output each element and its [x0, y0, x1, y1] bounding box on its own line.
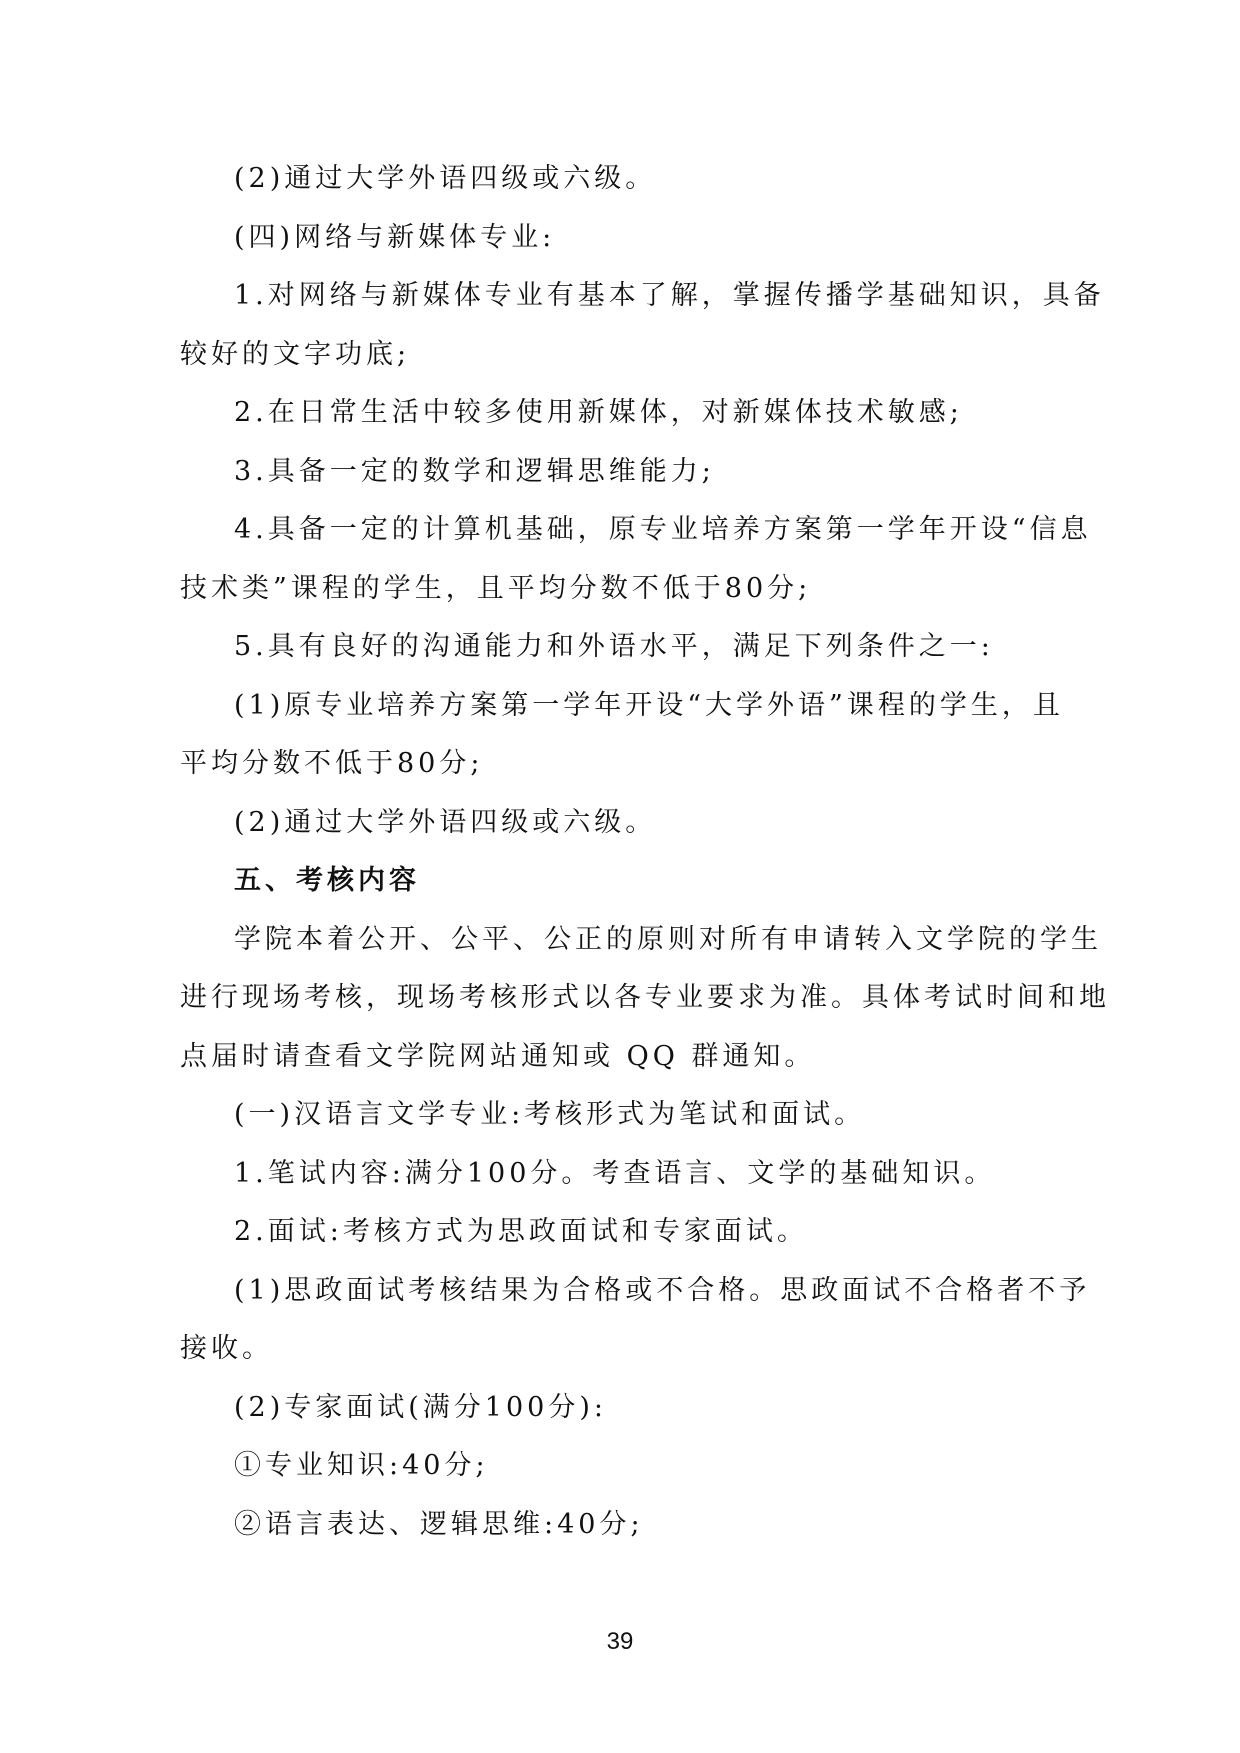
paragraph-line: 平均分数不低于80分;	[180, 748, 484, 779]
section-subheading: (四)网络与新媒体专业:	[234, 221, 556, 253]
paragraph-line: (2)通过大学外语四级或六级。	[234, 163, 657, 194]
paragraph-line: 点届时请查看文学院网站通知或 QQ 群通知。	[180, 1040, 816, 1072]
paragraph-line: 接收。	[180, 1333, 273, 1364]
paragraph-line: 1.对网络与新媒体专业有基本了解，掌握传播学基础知识，具备	[234, 280, 1105, 311]
paragraph-line: 5.具有良好的沟通能力和外语水平，满足下列条件之一:	[234, 631, 994, 662]
paragraph-line: (2)通过大学外语四级或六级。	[234, 806, 657, 838]
paragraph-line: 技术类”课程的学生，且平均分数不低于80分;	[180, 572, 812, 604]
paragraph-line: 较好的文字功底;	[180, 338, 411, 370]
paragraph-line: 4.具备一定的计算机基础，原专业培养方案第一学年开设“信息	[234, 514, 1092, 545]
paragraph-line: 2.面试:考核方式为思政面试和专家面试。	[234, 1216, 808, 1247]
paragraph-line: 1.笔试内容:满分100分。考查语言、文学的基础知识。	[234, 1157, 996, 1189]
paragraph-line: 进行现场考核，现场考核形式以各专业要求为准。具体考试时间和地	[180, 982, 1110, 1013]
paragraph-line: 学院本着公开、公平、公正的原则对所有申请转入文学院的学生	[234, 923, 1102, 955]
paragraph-line: ②语言表达、逻辑思维:40分;	[234, 1508, 644, 1540]
paragraph-line: 3.具备一定的数学和逻辑思维能力;	[234, 455, 715, 487]
paragraph-line: 2.在日常生活中较多使用新媒体，对新媒体技术敏感;	[234, 397, 963, 428]
paragraph-line: (1)思政面试考核结果为合格或不合格。思政面试不合格者不予	[234, 1274, 1091, 1306]
paragraph-line: (1)原专业培养方案第一学年开设“大学外语”课程的学生，且	[234, 689, 1064, 721]
paragraph-line: (2)专家面试(满分100分):	[234, 1391, 607, 1423]
document-body	[180, 150, 1110, 1554]
paragraph-line: ①专业知识:40分;	[234, 1450, 489, 1481]
section-subheading: (一)汉语言文学专业:考核形式为笔试和面试。	[234, 1099, 866, 1130]
section-heading: 五、考核内容	[234, 865, 420, 896]
page-number: 39	[606, 1628, 634, 1655]
